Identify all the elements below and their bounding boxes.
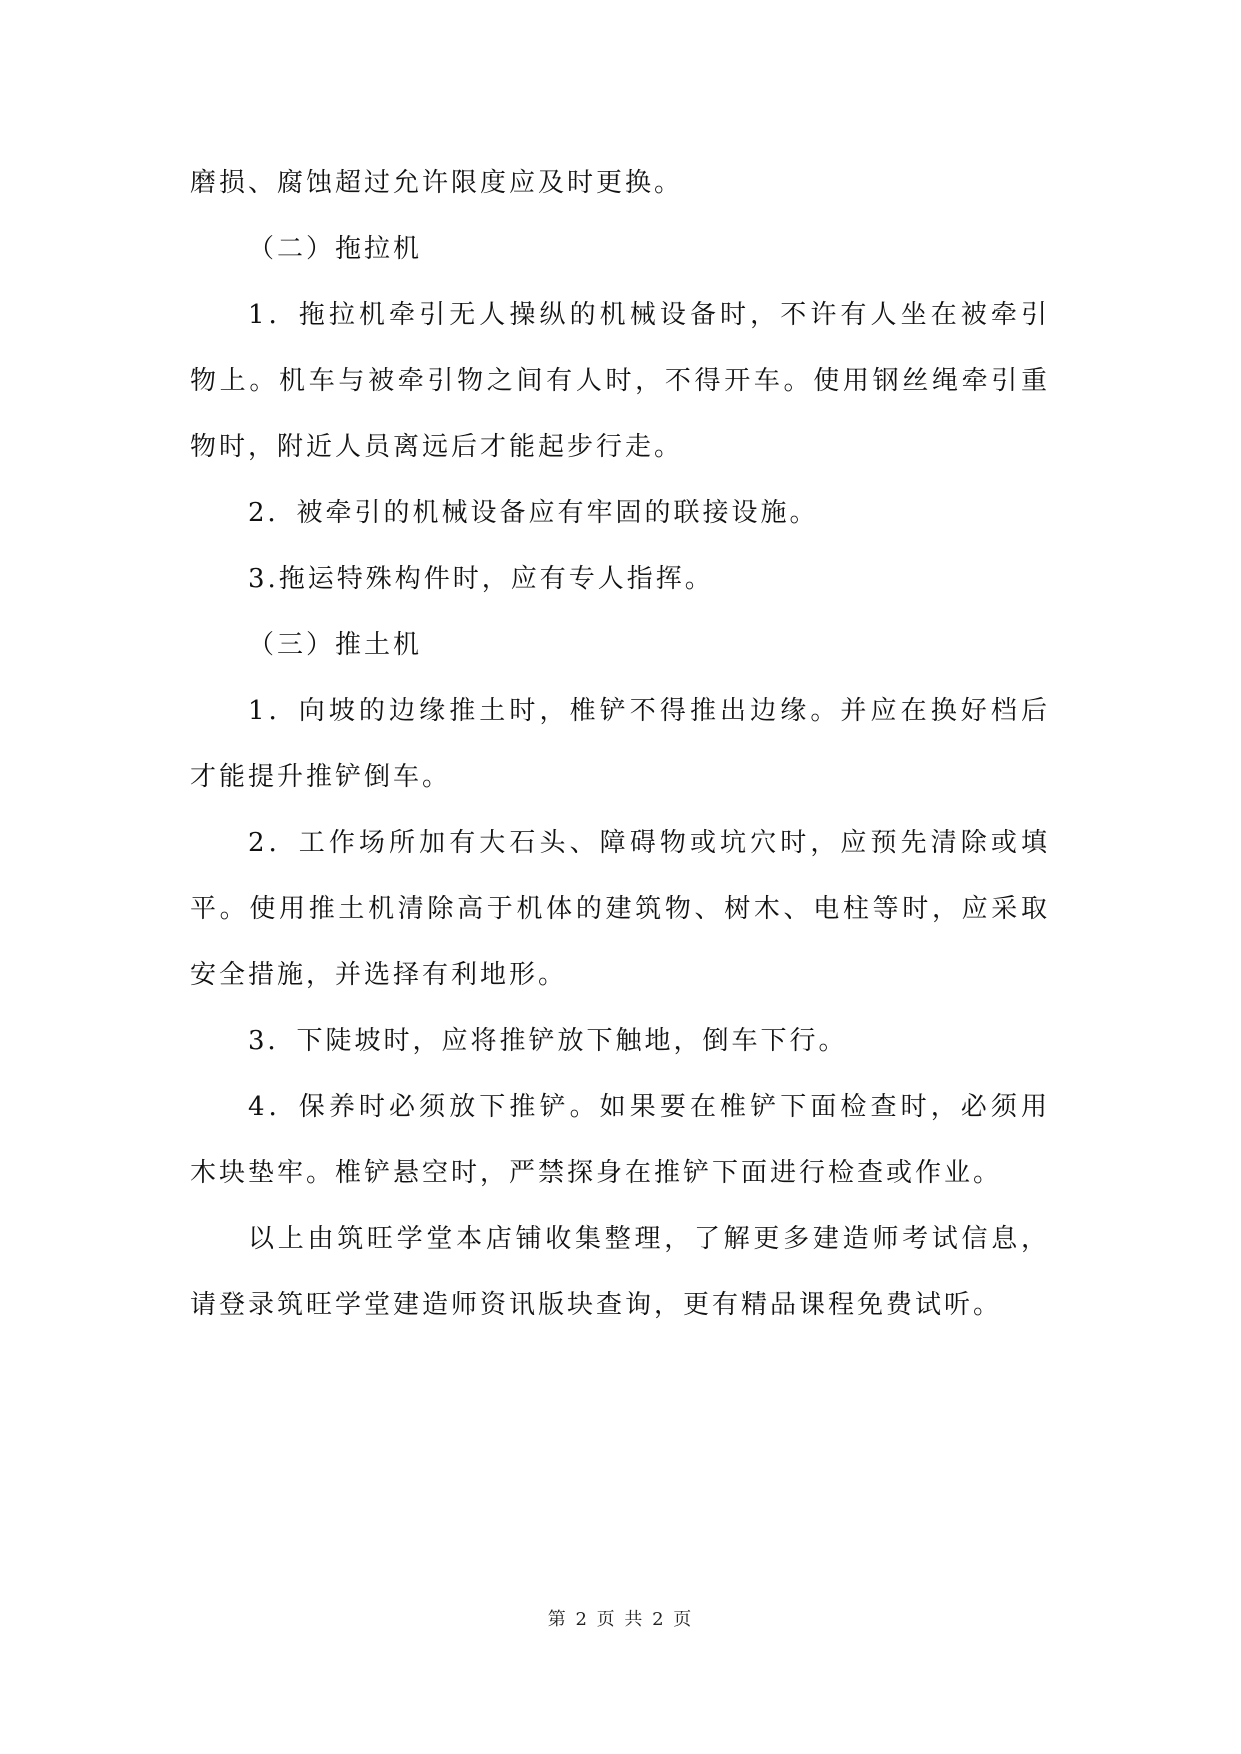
- paragraph-tractor-1: 1．拖拉机牵引无人操纵的机械设备时，不许有人坐在被牵引物上。机车与被牵引物之间有人时，不得开车。使用钢丝绳牵引重物时，附近人员离远后才能起步行走。: [190, 300, 1050, 462]
- paragraph-closing-note: 以上由筑旺学堂本店铺收集整理，了解更多建造师考试信息，请登录筑旺学堂建造师资讯版块查询，更有精品课程免费试听。: [190, 1224, 1050, 1320]
- document-body: [190, 150, 1050, 1338]
- paragraph-tractor-2: 2．被牵引的机械设备应有牢固的联接设施。: [248, 498, 819, 528]
- section-heading-bulldozer: （三）推土机: [248, 630, 423, 660]
- section-heading-tractor: （二）拖拉机: [248, 234, 423, 264]
- paragraph-bulldozer-1: 1．向坡的边缘推土时，椎铲不得推出边缘。并应在换好档后才能提升推铲倒车。: [190, 696, 1050, 792]
- paragraph-tractor-3: 3.拖运特殊构件时，应有专人指挥。: [248, 564, 714, 594]
- page-number-footer: 第 2 页 共 2 页: [547, 1609, 694, 1630]
- paragraph-continuation: 磨损、腐蚀超过允许限度应及时更换。: [190, 168, 684, 198]
- paragraph-bulldozer-3: 3．下陡坡时，应将推铲放下触地，倒车下行。: [248, 1026, 848, 1056]
- paragraph-bulldozer-2: 2．工作场所加有大石头、障碍物或坑穴时，应预先清除或填平。使用推土机清除高于机体的建筑物、树木、电柱等时，应采取安全措施，并选择有利地形。: [190, 828, 1050, 990]
- paragraph-bulldozer-4: 4．保养时必须放下推铲。如果要在椎铲下面检查时，必须用木块垫牢。椎铲悬空时，严禁探身在推铲下面进行检查或作业。: [190, 1092, 1050, 1188]
